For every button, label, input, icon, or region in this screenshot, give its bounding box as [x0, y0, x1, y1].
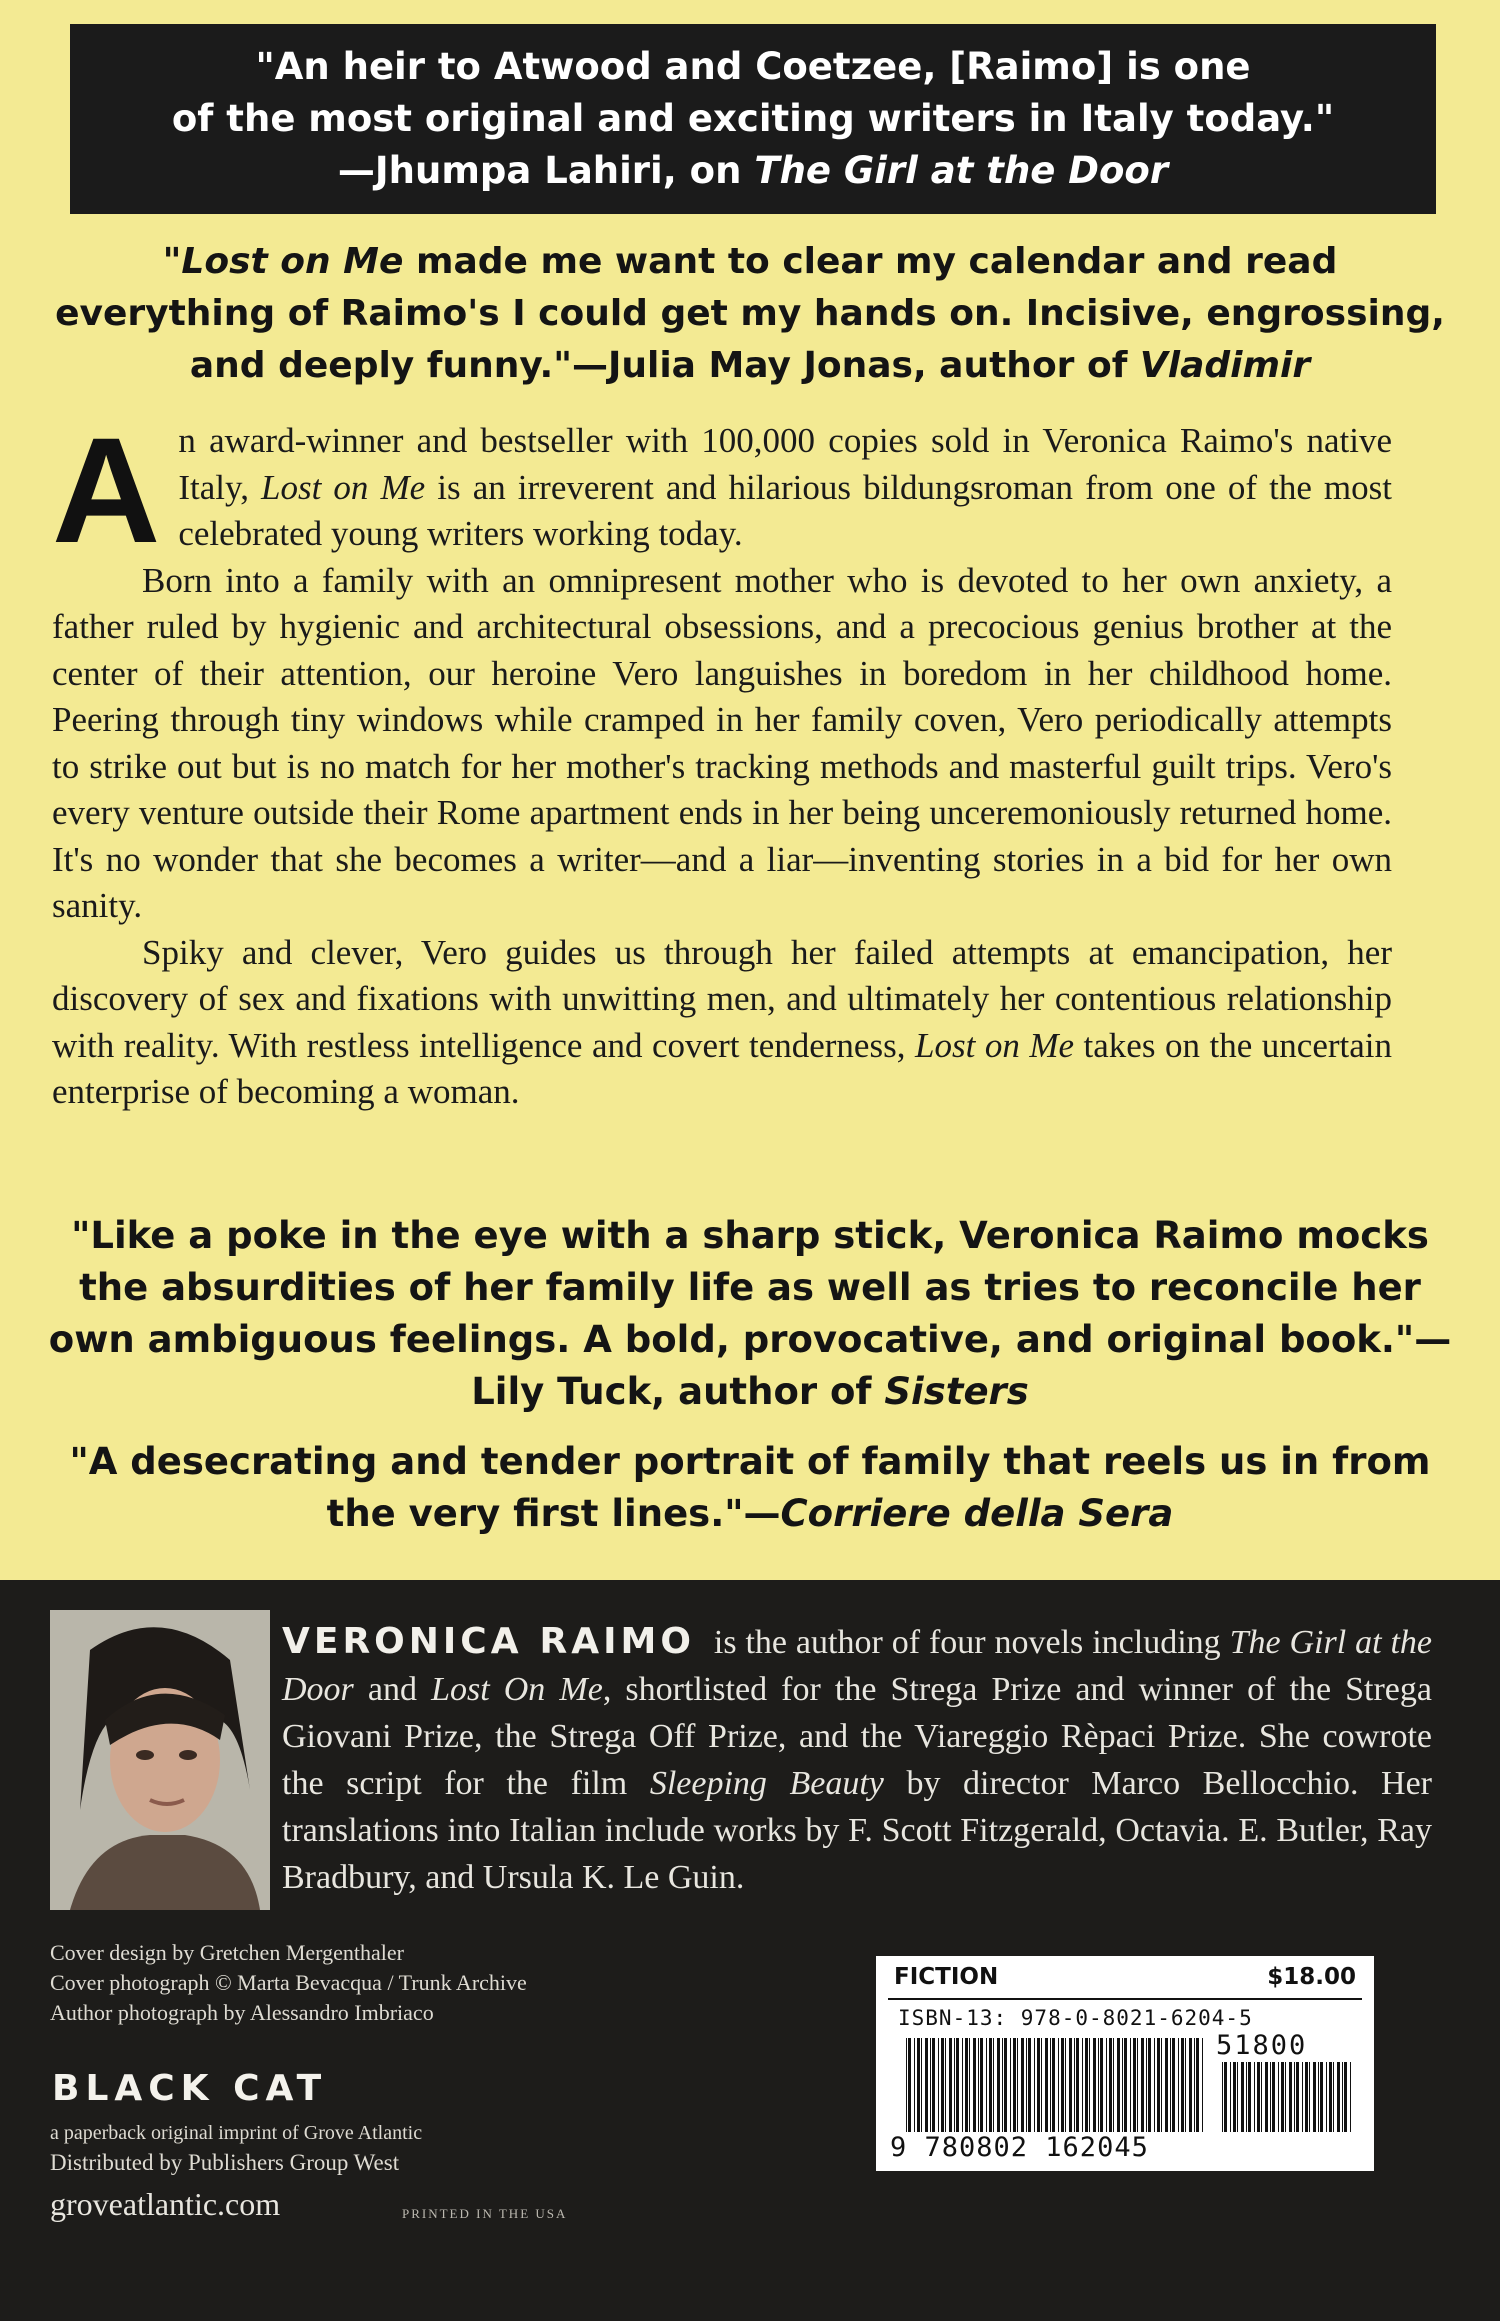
author-photo	[50, 1610, 270, 1910]
publisher-logo: BLACK CAT	[52, 2068, 328, 2109]
top-quote-line2: of the most original and exciting writers in Italy today."	[171, 97, 1335, 140]
isbn-label: ISBN-13: 978-0-8021-6204-5	[898, 2006, 1253, 2030]
genre-label: FICTION	[894, 1964, 999, 1990]
review-quote-lily-tuck: "Like a poke in the eye with a sharp stick, Veronica Raimo mocks the absurdities of her family life as well as tries to reconcile her own ambiguous feelings. A bold, provocative, and original book."—Lily Tuck, author of Sisters	[48, 1214, 1452, 1413]
description-paragraph-2: Born into a family with an omnipresent mother who is devoted to her own anxiety, a father ruled by hygienic and architectural obsessions, and a precocious genius brother at the center of their attention, our heroine Vero languishes in boredom in her childhood home. Peering through tiny windows while cramped in her family coven, Vero periodically attempts to strike out but is no match for her mother's tracking methods and masterful guilt trips. Vero's every venture outside their Rome apartment ends in her being unceremoniously returned home. It's no wonder that she becomes a writer—and a liar—inventing stories in a bid for her own sanity.	[52, 560, 1392, 925]
author-portrait-icon	[50, 1610, 270, 1910]
price-label: $18.00	[1267, 1964, 1356, 1990]
quote1-book-title: Lost on Me	[181, 241, 404, 282]
barcode-box	[876, 1956, 1374, 2171]
description-paragraph-3: Spiky and clever, Vero guides us through her failed attempts at emancipation, her discovery of sex and fixations with unwitting men, and ultimately her contentious relationship with reality. With restless intelligence and covert tenderness, Lost on Me takes on the uncertain enterprise of becoming a woman.	[52, 932, 1392, 1111]
ean-barcode-icon	[906, 2038, 1206, 2138]
review-quote-corriere: "A desecrating and tender portrait of family that reels us in from the very first lines."—Corriere della Sera	[69, 1440, 1431, 1535]
distributor-line: Distributed by Publishers Group West	[50, 2150, 400, 2175]
quote3-source: Corriere della Sera	[780, 1492, 1174, 1535]
book-description	[52, 406, 1392, 1116]
quote1-author-book: Vladimir	[1139, 345, 1311, 386]
price-addon-barcode-icon	[1222, 2062, 1352, 2138]
top-quote-banner	[70, 24, 1436, 214]
author-bio: VERONICA RAIMO is the author of four novels including The Girl at the Door and Lost On Me, shortlisted for the Strega Prize and winner of the Strega Giovani Prize, the Strega Off Prize, and the Viareggio Rèpaci Prize. She cowrote the script for the film Sleeping Beauty by director Marco Bellocchio. Her translations into Italian include works by F. Scott Fitzgerald, Octavia. E. Butler, Ray Bradbury, and Ursula K. Le Guin.	[282, 1621, 1432, 1896]
quote2-author-book: Sisters	[884, 1370, 1029, 1413]
author-name: VERONICA RAIMO	[282, 1621, 695, 1662]
review-quote-julia-may-jonas: "Lost on Me made me want to clear my calendar and read everything of Raimo's I could get my hands on. Incisive, engrossing, and deeply funny."—Julia May Jonas, author of Vladimir	[55, 241, 1445, 386]
top-quote-line1: "An heir to Atwood and Coetzee, [Raimo] is one	[255, 45, 1251, 88]
publisher-website[interactable]: groveatlantic.com	[50, 2186, 281, 2222]
description-paragraph-1: An award-winner and bestseller with 100,000 copies sold in Veronica Raimo's native Italy, Lost on Me is an irreverent and hilarious bildungsroman from one of the most celebrated young writers working today.	[52, 406, 1392, 574]
credit-cover-design: Cover design by Gretchen Mergenthaler	[50, 1940, 404, 1965]
imprint-info	[50, 2118, 690, 2178]
credit-author-photograph: Author photograph by Alessandro Imbriaco	[50, 2000, 434, 2025]
drop-cap: A	[52, 406, 161, 574]
price-code: 51800	[1216, 2030, 1308, 2061]
attribution-book-title: The Girl at the Door	[754, 149, 1169, 192]
printed-in-usa: PRINTED IN THE USA	[402, 2206, 568, 2221]
top-quote-attribution: —Jhumpa Lahiri, on The Girl at the Door	[337, 149, 1169, 192]
cover-credits	[50, 1938, 690, 2028]
imprint-line: a paperback original imprint of Grove Atlantic	[50, 2122, 423, 2144]
barcode-divider	[888, 1998, 1362, 2000]
credit-cover-photograph: Cover photograph © Marta Bevacqua / Trunk Archive	[50, 1970, 527, 1995]
barcode-digits: 9 780802 162045	[890, 2132, 1360, 2163]
